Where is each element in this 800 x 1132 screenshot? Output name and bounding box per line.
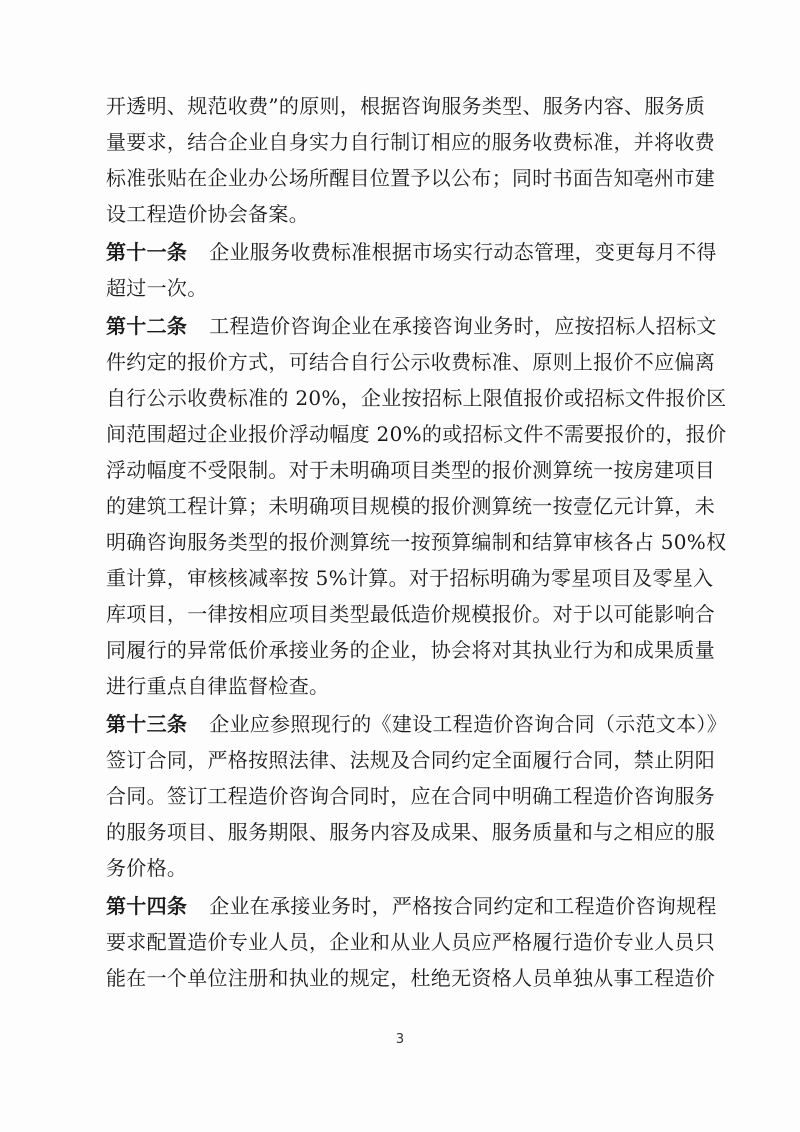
line-text: 进行重点自律监督检查。 bbox=[106, 674, 330, 698]
line-text: 自行公示收费标准的 20%，企业按招标上限值报价或招标文件报价区 bbox=[106, 386, 727, 410]
article-paragraph bbox=[106, 706, 728, 886]
text-line bbox=[106, 344, 715, 380]
document-body bbox=[106, 88, 728, 996]
text-line bbox=[106, 668, 706, 704]
text-line bbox=[106, 524, 727, 560]
text-line bbox=[106, 742, 715, 778]
article-paragraph bbox=[106, 308, 727, 704]
line-text: 能在一个单位注册和执业的规定，杜绝无资格人员单独从事工程造价 bbox=[106, 966, 715, 990]
article-heading: 第十一条 bbox=[106, 240, 188, 264]
text-line bbox=[106, 814, 715, 850]
line-text: 企业在承接业务时，严格按合同约定和工程造价咨询规程 bbox=[209, 894, 717, 918]
line-text: 明确咨询服务类型的报价测算统一按预算编制和结算审核各占 50%权 bbox=[106, 530, 727, 554]
text-line bbox=[106, 706, 728, 742]
line-text: 同履行的异常低价承接业务的企业，协会将对其执业行为和成果质量 bbox=[106, 638, 715, 662]
line-text: 量要求，结合企业自身实力自行制订相应的服务收费标准，并将收费 bbox=[106, 130, 715, 154]
text-line bbox=[106, 124, 715, 160]
line-text: 开透明、规范收费”的原则，根据咨询服务类型、服务内容、服务质 bbox=[106, 94, 706, 118]
text-line bbox=[106, 960, 715, 996]
text-line bbox=[106, 888, 717, 924]
line-text: 企业服务收费标准根据市场实行动态管理，变更每月不得 bbox=[209, 240, 717, 264]
text-line bbox=[106, 308, 717, 344]
line-text: 间范围超过企业报价浮动幅度 20%的或招标文件不需要报价的，报价 bbox=[106, 422, 727, 446]
text-line bbox=[106, 596, 715, 632]
text-line bbox=[106, 88, 706, 124]
text-line bbox=[106, 924, 715, 960]
line-text: 的建筑工程计算；未明确项目规模的报价测算统一按壹亿元计算，未 bbox=[106, 494, 715, 518]
line-text: 签订合同，严格按照法律、法规及合同约定全面履行合同，禁止阴阳 bbox=[106, 748, 715, 772]
text-line bbox=[106, 560, 714, 596]
line-text: 要求配置造价专业人员，企业和从业人员应严格履行造价专业人员只 bbox=[106, 930, 715, 954]
article-heading: 第十三条 bbox=[106, 712, 188, 736]
line-text: 的服务项目、服务期限、服务内容及成果、服务质量和与之相应的服 bbox=[106, 820, 715, 844]
article-heading: 第十二条 bbox=[106, 314, 188, 338]
text-line bbox=[106, 380, 727, 416]
text-line bbox=[106, 452, 715, 488]
line-text: 标准张贴在企业办公场所醒目位置予以公布；同时书面告知亳州市建 bbox=[106, 166, 715, 190]
article-paragraph bbox=[106, 888, 717, 996]
line-text: 浮动幅度不受限制。对于未明确项目类型的报价测算统一按房建项目 bbox=[106, 458, 715, 482]
line-text: 件约定的报价方式，可结合自行公示收费标准、原则上报价不应偏离 bbox=[106, 350, 715, 374]
text-line bbox=[106, 196, 706, 232]
line-text: 工程造价咨询企业在承接咨询业务时，应按招标人招标文 bbox=[209, 314, 717, 338]
line-text: 超过一次。 bbox=[106, 276, 208, 300]
line-text: 重计算，审核核减率按 5%计算。对于招标明确为零星项目及零星入 bbox=[106, 566, 714, 590]
line-text: 务价格。 bbox=[106, 856, 188, 880]
line-text: 库项目，一律按相应项目类型最低造价规模报价。对于以可能影响合 bbox=[106, 602, 715, 626]
text-line bbox=[106, 234, 717, 270]
article-paragraph bbox=[106, 234, 717, 306]
line-text: 合同。签订工程造价咨询合同时，应在合同中明确工程造价咨询服务 bbox=[106, 784, 715, 808]
text-line bbox=[106, 270, 706, 306]
line-text: 企业应参照现行的《建设工程造价咨询合同（示范文本）》 bbox=[209, 712, 728, 736]
article-heading: 第十四条 bbox=[106, 894, 188, 918]
text-line bbox=[106, 416, 727, 452]
text-line bbox=[106, 488, 715, 524]
text-line bbox=[106, 632, 715, 668]
line-text: 设工程造价协会备案。 bbox=[106, 202, 309, 226]
continued-paragraph bbox=[106, 88, 715, 232]
text-line bbox=[106, 778, 715, 814]
text-line bbox=[106, 160, 715, 196]
page-number: 3 bbox=[395, 1032, 405, 1047]
text-line bbox=[106, 850, 706, 886]
